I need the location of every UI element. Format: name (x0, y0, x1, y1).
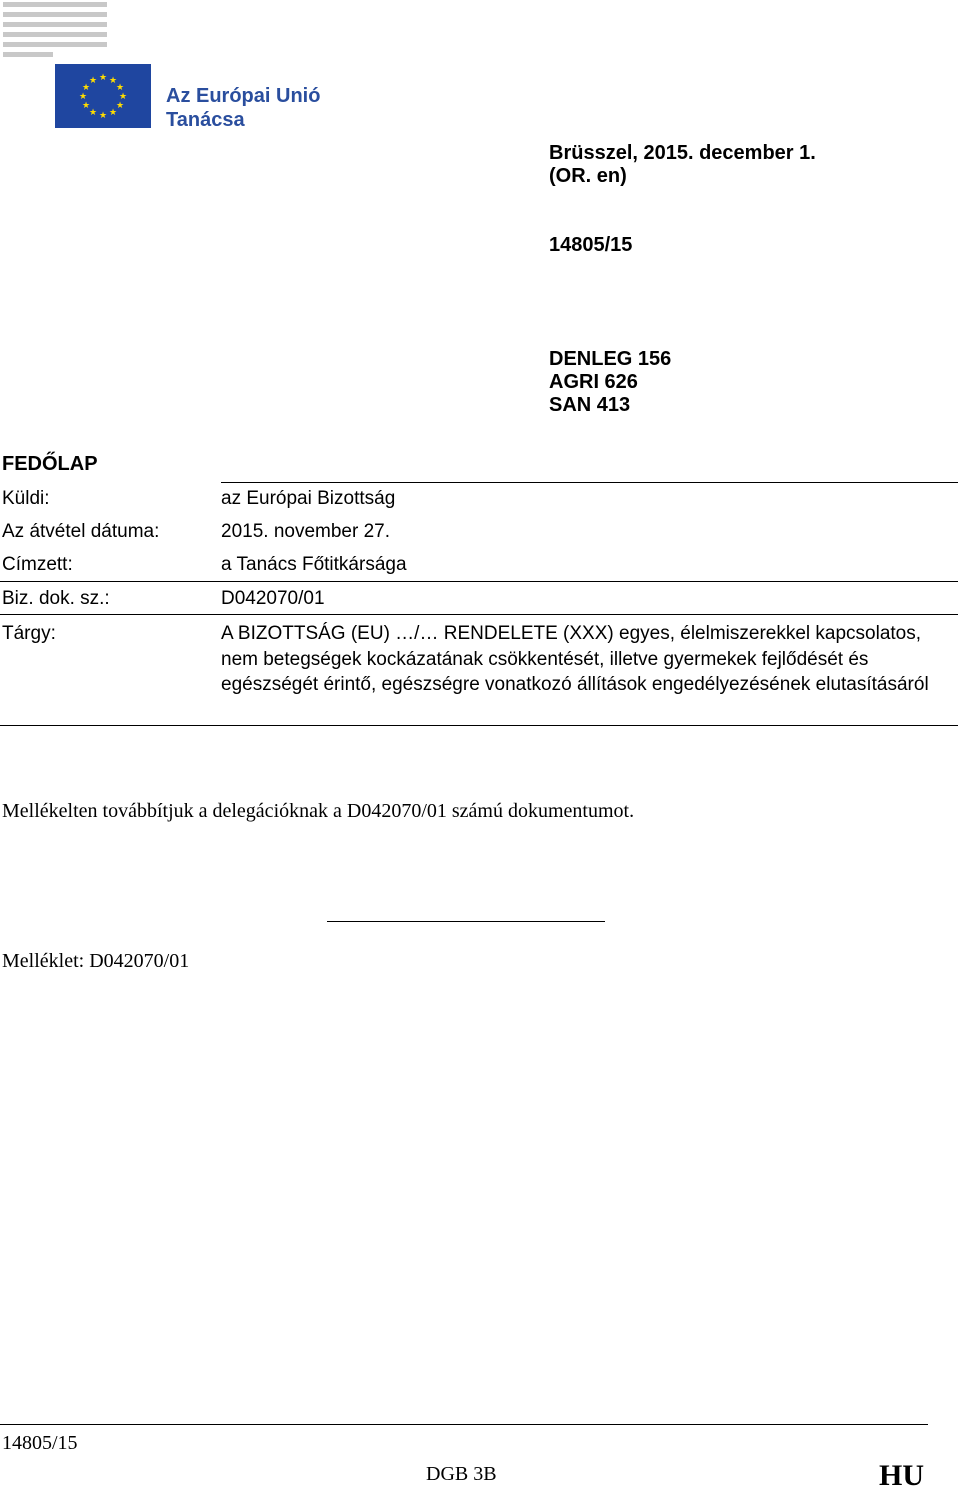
logo-stripes (0, 0, 160, 64)
svg-text:★: ★ (108, 76, 118, 86)
original-language: (OR. en) (549, 165, 627, 187)
code-agri: AGRI 626 (549, 371, 638, 393)
logo-line-1: Az Európai Unió (166, 85, 321, 107)
commission-doc-label: Biz. dok. sz.: (2, 588, 110, 609)
eu-flag-icon (55, 64, 151, 128)
svg-text:★: ★ (98, 73, 108, 83)
code-denleg: DENLEG 156 (549, 348, 672, 370)
footer-doc-ref: 14805/15 (2, 1432, 78, 1454)
divider-bottom (0, 725, 958, 726)
svg-text:★: ★ (78, 92, 88, 102)
divider-2 (0, 614, 958, 615)
subject-label: Tárgy: (2, 623, 56, 644)
attachment-note: Melléklet: D042070/01 (2, 950, 190, 972)
commission-doc-value: D042070/01 (221, 588, 325, 609)
svg-text:★: ★ (98, 111, 108, 121)
svg-text:★: ★ (81, 101, 91, 111)
divider-top (221, 482, 958, 483)
place-date: Brüsszel, 2015. december 1. (549, 142, 816, 164)
separator-line (327, 921, 605, 922)
code-san: SAN 413 (549, 394, 631, 416)
cover-title: FEDŐLAP (2, 453, 98, 475)
svg-text:★: ★ (88, 76, 98, 86)
footer-department: DGB 3B (426, 1463, 497, 1485)
svg-text:★: ★ (115, 101, 125, 111)
recipient-label: Címzett: (2, 554, 73, 575)
body-text: Mellékelten továbbítjuk a delegációknak a D042070/01 számú dokumentumot. (2, 800, 635, 822)
logo-line-2: Tanácsa (166, 109, 245, 131)
footer-language: HU (879, 1459, 924, 1492)
received-date-value: 2015. november 27. (221, 521, 391, 542)
divider-1 (0, 581, 958, 582)
logo-text (166, 84, 320, 132)
sender-value: az Európai Bizottság (221, 488, 396, 509)
recipient-value: a Tanács Főtitkársága (221, 554, 407, 575)
sender-label: Küldi: (2, 488, 50, 509)
subject-value: A BIZOTTSÁG (EU) …/… RENDELETE (XXX) egyes, élelmiszerekkel kapcsolatos, nem betegségek kockázatának csökkentését, illetve gyermekek fejlődését és egészségét érintő, egészségre vonatkozó állítások engedélyezésének elutasításáról (221, 623, 929, 695)
eu-stars-icon (55, 64, 151, 128)
svg-text:★: ★ (81, 83, 91, 93)
received-date-label: Az átvétel dátuma: (2, 521, 160, 542)
svg-text:★: ★ (115, 83, 125, 93)
footer-rule (0, 1424, 928, 1425)
document-number: 14805/15 (549, 234, 633, 256)
svg-text:★: ★ (118, 92, 128, 102)
svg-text:★: ★ (88, 108, 98, 118)
svg-text:★: ★ (108, 108, 118, 118)
